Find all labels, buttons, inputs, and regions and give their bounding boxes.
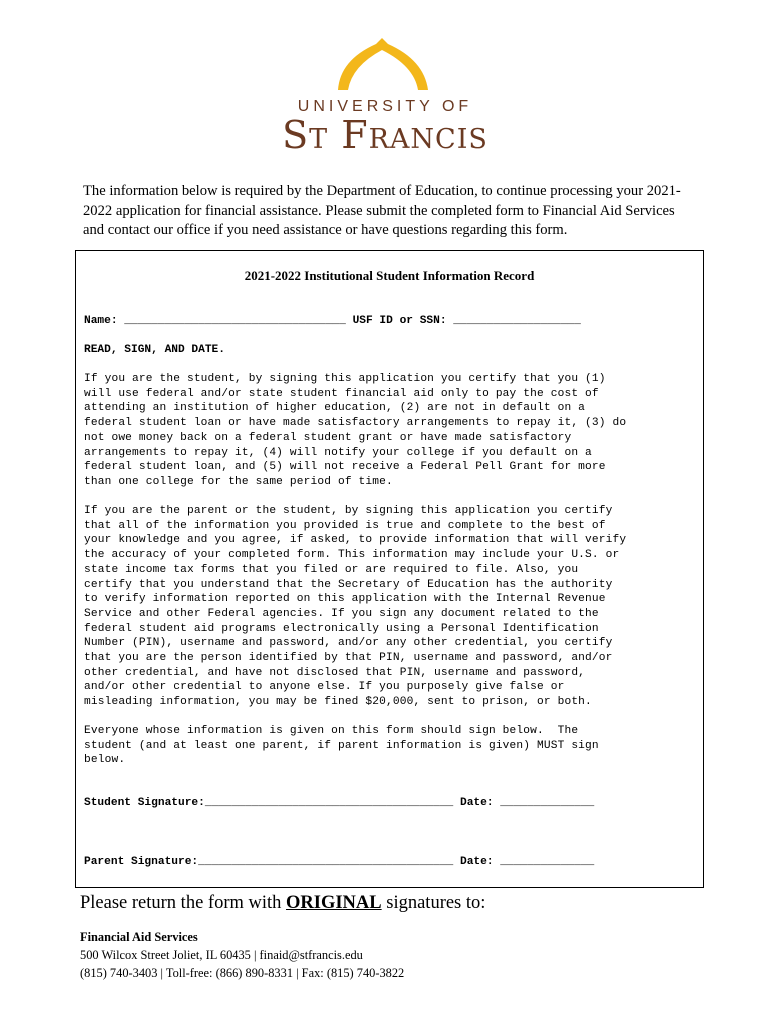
instruction: READ, SIGN, AND DATE. — [84, 344, 225, 356]
return-emphasis: ORIGINAL — [286, 893, 382, 913]
student-date-field[interactable]: ______________ — [500, 797, 595, 809]
form-title: 2021-2022 Institutional Student Information Record — [244, 268, 535, 283]
office-name: Financial Aid Services — [80, 930, 198, 944]
parent-date-field[interactable]: ______________ — [500, 856, 595, 868]
parent-signature-field[interactable]: ______________________________________ — [198, 856, 454, 868]
id-label: USF ID or SSN: — [352, 315, 447, 327]
intro-text: The information below is required by the Department of Education, to continue processing your 2021-2022 application for financial assistance. Please submit the completed form to Financial Aid Services and contact our office if you need assistance or have questions regarding this form. — [83, 183, 681, 238]
student-signature-row — [84, 797, 594, 809]
university-logo — [252, 38, 518, 162]
student-signature-label: Student Signature: — [84, 797, 205, 809]
parent-date-label: Date: — [459, 856, 494, 868]
return-text-before: Please return the form with — [80, 893, 287, 913]
name-field[interactable]: _________________________________ — [124, 315, 346, 327]
return-text-after: signatures to: — [381, 893, 486, 913]
name-label: Name: — [84, 315, 118, 327]
parent-signature-row — [84, 856, 594, 868]
logo-line1: UNIVERSITY OF — [297, 98, 473, 115]
record-form — [75, 250, 704, 888]
office-phones: (815) 740-3403 | Toll-free: (866) 890-8331 | Fax: (815) 740-3822 — [80, 966, 405, 980]
id-field[interactable]: ___________________ — [453, 315, 581, 327]
name-id-row — [84, 315, 581, 327]
signature-instruction: Everyone whose information is given on this form should sign below. The student (and at least one parent, if parent information is given) MUST sign below. — [84, 725, 599, 767]
student-certification: If you are the student, by signing this application you certify that you (1) will use federal and/or state student financial aid only to pay the cost of attending an institution of higher education, (2) are not in default on a federal student loan or have made satisfactory arrangements to repay it, (3) do not owe money back on a federal student grant or have made satisfactory arrangements to repay it, (4) will notify your college if you default on a federal student loan, and (5) will not receive a Federal Pell Grant for more than one college for the same period of time. — [84, 373, 627, 488]
student-date-label: Date: — [459, 797, 494, 809]
return-instruction — [80, 893, 485, 914]
parent-student-certification: If you are the parent or the student, by signing this application you certify that all of the information you provided is true and complete to the best of your knowledge and you agree, if asked, to provide information that will verify the accuracy of your completed form. This information may include your U.S. or state income tax forms that you filed or are required to file. Also, you certify that you understand that the Secretary of Education has the authority to verify information reported on this application with the Internal Revenue Service and other Federal agencies. If you sign any document related to the federal student aid programs electronically using a Personal Identification Number (PIN), username and password, and/or any other credential, you certify that you are the person identified by that PIN, username and password, and/or other credential, and have not disclosed that PIN, username and password, and/or other credential to anyone else. If you purposely give false or misleading information, you may be fined $20,000, sent to prison, or both. — [84, 505, 627, 709]
office-address: 500 Wilcox Street Joliet, IL 60435 | finaid@stfrancis.edu — [80, 948, 363, 962]
student-signature-field[interactable]: _____________________________________ — [204, 797, 454, 809]
logo-line2: St Francis — [282, 113, 488, 157]
parent-signature-label: Parent Signature: — [84, 856, 199, 868]
arch-icon — [252, 38, 518, 98]
